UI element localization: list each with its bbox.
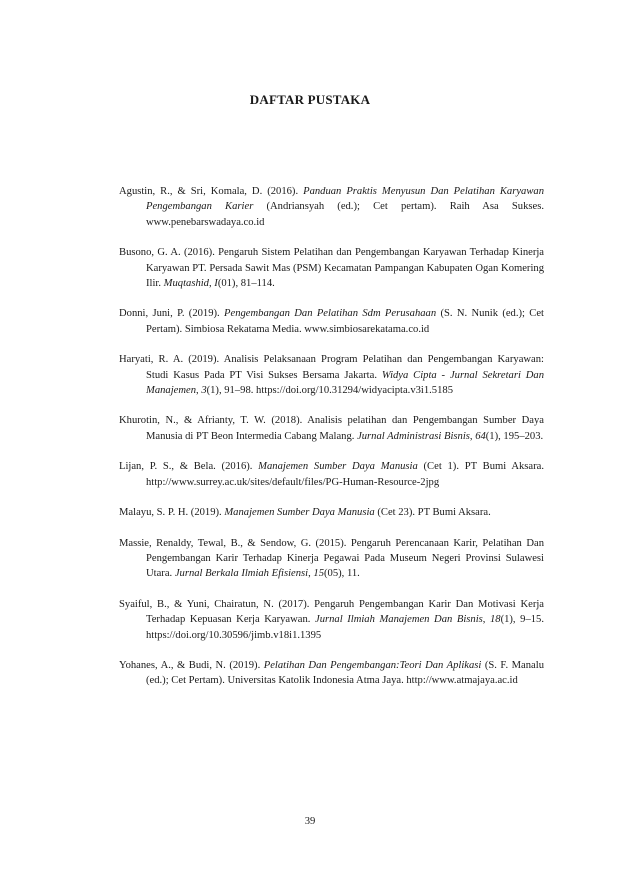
- reference-italic-text: 64: [475, 430, 486, 442]
- reference-italic-text: Widya Cipta - Jurnal Sekretari Dan Manajemen: [146, 369, 544, 397]
- reference-text: Haryati, R. A. (2019). Analisis Pelaksanaan Program Pelatihan dan Pengembangan Karyawan: Studi Kasus Pada PT Visi Sukses Bersama Jakarta.: [119, 354, 544, 381]
- reference-text: ,: [196, 385, 202, 397]
- reference-italic-text: Pengembangan Dan Pelatihan Sdm Perusahaan: [224, 308, 437, 320]
- reference-text: Lijan, P. S., & Bela. (2016).: [119, 461, 259, 473]
- reference-italic-text: Jurnal Ilmiah Manajemen Dan Bisnis: [315, 614, 483, 626]
- reference-text: (01), 81–114.: [217, 278, 275, 290]
- reference-entry: [119, 536, 544, 582]
- reference-text: ,: [308, 568, 314, 580]
- reference-text: Khurotin, N., & Afrianty, T. W. (2018). Analisis pelatihan dan Pengembangan Sumber Daya Manusia di PT Beon Intermedia Cabang Malang.: [119, 415, 544, 442]
- reference-italic-text: Panduan Praktis Menyusun Dan Pelatihan Karyawan Pengembangan Karier: [146, 186, 544, 213]
- reference-text: Donni, Juni, P. (2019).: [119, 308, 225, 320]
- reference-text: (S. F. Manalu (ed.); Cet Pertam). Universitas Katolik Indonesia Atma Jaya. http://www.atmajaya.ac.id: [146, 659, 544, 687]
- reference-italic-text: Jurnal Administrasi Bisnis: [357, 430, 470, 442]
- reference-text: (1), 91–98. https://doi.org/10.31294/widyacipta.v3i1.5185: [206, 385, 453, 397]
- reference-entry: [119, 597, 544, 643]
- reference-italic-text: 3: [201, 385, 207, 397]
- reference-text: Agustin, R., & Sri, Komala, D. (2016).: [119, 186, 304, 197]
- reference-italic-text: Manajemen Sumber Daya Manusia: [224, 507, 375, 519]
- reference-italic-text: Manajemen Sumber Daya Manusia: [258, 461, 418, 473]
- reference-text: ,: [208, 278, 215, 290]
- reference-entry: [119, 505, 544, 520]
- reference-text: (S. N. Nunik (ed.); Cet Pertam). Simbiosa Rekatama Media. www.simbiosarekatama.co.id: [146, 308, 545, 335]
- page-title: DAFTAR PUSTAKA: [249, 92, 371, 107]
- reference-italic-text: 18: [489, 614, 501, 626]
- reference-italic-text: I: [214, 278, 218, 290]
- reference-list: [119, 184, 544, 704]
- reference-entry: [119, 184, 544, 230]
- reference-text: Busono, G. A. (2016). Pengaruh Sistem Pelatihan dan Pengembangan Karyawan Terhadap Kinerja Karyawan PT. Persada Sawit Mas (PSM) Kecamatan Pampangan Kabupaten Ogan Komering Ilir.: [119, 247, 544, 290]
- reference-text: (1), 195–203.: [485, 430, 544, 442]
- reference-text: ,: [469, 430, 476, 442]
- reference-text: (Cet 1). PT Bumi Aksara. http://www.surrey.ac.uk/sites/default/files/PG-Human-Resource-2jpg: [146, 461, 544, 488]
- reference-entry: [119, 459, 544, 490]
- reference-entry: [119, 658, 544, 689]
- reference-text: (Andriansyah (ed.); Cet pertam). Raih Asa Sukses. www.penebarswadaya.co.id: [146, 201, 544, 228]
- reference-italic-text: Pelatihan Dan Pengembangan:Teori Dan Aplikasi: [263, 659, 482, 671]
- reference-text: ,: [482, 614, 490, 626]
- reference-entry: [119, 352, 544, 398]
- reference-entry: [119, 306, 544, 337]
- reference-text: Syaiful, B., & Yuni, Chairatun, N. (2017). Pengaruh Pengembangan Karir Dan Motivasi Kerja Terhadap Kepuasan Kerja Karyawan.: [119, 598, 544, 626]
- reference-text: Yohanes, A., & Budi, N. (2019).: [119, 659, 264, 671]
- reference-entry: [119, 413, 544, 444]
- reference-italic-text: Jurnal Berkala Ilmiah Efisiensi: [174, 568, 309, 580]
- reference-text: Massie, Renaldy, Tewal, B., & Sendow, G. (2015). Pengaruh Perencanaan Karir, Pelatihan Dan Pengembangan Karir Terhadap Kinerja Pegawai Pada Museum Negeri Provinsi Sulawesi Utara.: [119, 537, 544, 580]
- reference-text: Malayu, S. P. H. (2019).: [119, 507, 225, 519]
- reference-text: (1), 9–15. https://doi.org/10.30596/jimb.v18i1.1395: [146, 614, 544, 641]
- reference-italic-text: 15: [313, 568, 325, 580]
- page-number: 39: [304, 816, 316, 827]
- reference-text: (Cet 23). PT Bumi Aksara.: [374, 507, 491, 519]
- reference-entry: [119, 245, 544, 291]
- reference-italic-text: Muqtashid: [163, 278, 209, 290]
- reference-text: (05), 11.: [324, 568, 360, 580]
